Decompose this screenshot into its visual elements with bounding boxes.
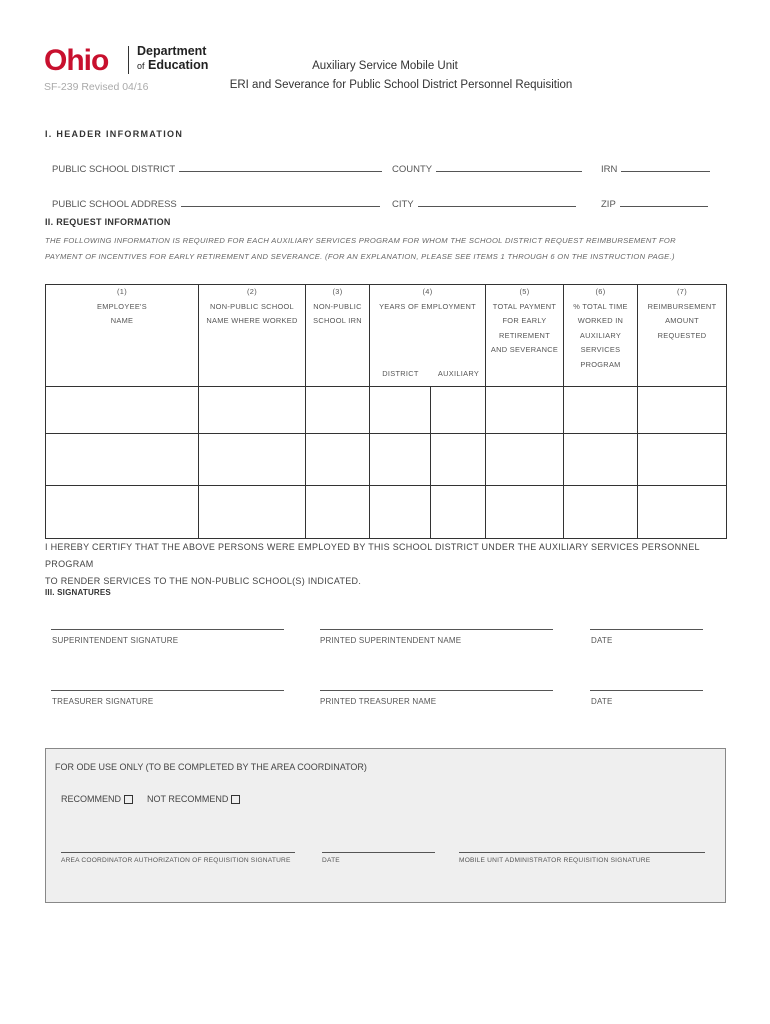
printed-superintendent-name-line[interactable] <box>320 628 553 630</box>
form-title-line2: ERI and Severance for Public School District Personnel Requisition <box>229 79 573 91</box>
not-recommend-option[interactable]: NOT RECOMMEND <box>147 794 240 804</box>
date2-label: DATE <box>591 697 613 706</box>
section1-heading: I. HEADER INFORMATION <box>45 129 184 139</box>
ode-date-line[interactable] <box>322 851 435 853</box>
cell-years-district[interactable] <box>370 387 431 434</box>
cell-years-auxiliary[interactable] <box>431 387 486 434</box>
admin-signature-label: MOBILE UNIT ADMINISTRATOR REQUISITION SIGNATURE <box>459 857 651 864</box>
cell-school-name[interactable] <box>199 486 306 539</box>
cell-total-payment[interactable] <box>486 486 564 539</box>
cell-employee-name[interactable] <box>46 486 199 539</box>
cell-employee-name[interactable] <box>46 434 199 486</box>
irn-field[interactable]: IRN <box>601 164 710 175</box>
cell-school-name[interactable] <box>199 387 306 434</box>
cell-percent-time[interactable] <box>564 434 638 486</box>
cell-total-payment[interactable] <box>486 434 564 486</box>
treasurer-signature-line[interactable] <box>51 689 284 691</box>
certification-text <box>45 539 745 590</box>
cell-percent-time[interactable] <box>564 486 638 539</box>
table-row[interactable] <box>46 387 727 434</box>
ode-use-only-box <box>45 748 726 903</box>
admin-signature-line[interactable] <box>459 851 705 853</box>
cell-years-district[interactable] <box>370 486 431 539</box>
treasurer-signature-label: TREASURER SIGNATURE <box>52 697 154 706</box>
cell-employee-name[interactable] <box>46 387 199 434</box>
col6-header: (6) % TOTAL TIME WORKED IN AUXILIARY SERVICES PROGRAM <box>564 285 638 387</box>
ode-heading: FOR ODE USE ONLY (TO BE COMPLETED BY THE AREA COORDINATOR) <box>55 762 367 772</box>
col1-header: (1) EMPLOYEE'S NAME <box>46 285 199 387</box>
county-field[interactable]: COUNTY <box>392 164 582 175</box>
table-header-row <box>46 285 727 387</box>
coordinator-signature-label: AREA COORDINATOR AUTHORIZATION OF REQUISITION SIGNATURE <box>61 857 291 864</box>
section2-note-line1: THE FOLLOWING INFORMATION IS REQUIRED FOR EACH AUXILIARY SERVICES PROGRAM FOR WHOM THE SCHOOL DISTRICT REQUEST REIMBURSEMENT FOR <box>45 236 676 245</box>
cell-school-irn[interactable] <box>306 387 370 434</box>
certification-line1: I HEREBY CERTIFY THAT THE ABOVE PERSONS WERE EMPLOYED BY THIS SCHOOL DISTRICT UNDER THE AUXILIARY SERVICES PERSONNEL PROGRAM <box>45 542 700 569</box>
address-field[interactable]: PUBLIC SCHOOL ADDRESS <box>52 199 380 210</box>
printed-treasurer-name-line[interactable] <box>320 689 553 691</box>
section3-heading: III. SIGNATURES <box>45 588 111 597</box>
ode-date-label: DATE <box>322 857 340 864</box>
cell-years-auxiliary[interactable] <box>431 434 486 486</box>
cell-years-auxiliary[interactable] <box>431 486 486 539</box>
zip-field[interactable]: ZIP <box>601 199 708 210</box>
superintendent-signature-line[interactable] <box>51 628 284 630</box>
recommend-option[interactable]: RECOMMEND <box>61 794 133 804</box>
date2-line[interactable] <box>590 689 703 691</box>
cell-reimbursement[interactable] <box>638 434 727 486</box>
cell-school-irn[interactable] <box>306 434 370 486</box>
col2-header: (2) NON-PUBLIC SCHOOL NAME WHERE WORKED <box>199 285 306 387</box>
cell-total-payment[interactable] <box>486 387 564 434</box>
printed-superintendent-name-label: PRINTED SUPERINTENDENT NAME <box>320 636 462 645</box>
cell-school-name[interactable] <box>199 434 306 486</box>
ohio-logo: Ohio <box>44 44 109 77</box>
table-row[interactable] <box>46 434 727 486</box>
logo-dept-line2: of Education <box>137 58 209 72</box>
cell-school-irn[interactable] <box>306 486 370 539</box>
col7-header: (7) REIMBURSEMENT AMOUNT REQUESTED <box>638 285 727 387</box>
section2-heading: II. REQUEST INFORMATION <box>45 217 171 227</box>
col4-header: (4) YEARS OF EMPLOYMENT DISTRICT AUXILIARY <box>370 285 486 387</box>
cell-reimbursement[interactable] <box>638 486 727 539</box>
coordinator-signature-line[interactable] <box>61 851 295 853</box>
superintendent-signature-label: SUPERINTENDENT SIGNATURE <box>52 636 179 645</box>
printed-treasurer-name-label: PRINTED TREASURER NAME <box>320 697 437 706</box>
not-recommend-checkbox[interactable] <box>231 795 240 804</box>
col5-header: (5) TOTAL PAYMENT FOR EARLY RETIREMENT AND SEVERANCE <box>486 285 564 387</box>
district-field[interactable]: PUBLIC SCHOOL DISTRICT <box>52 164 382 175</box>
form-number: SF-239 Revised 04/16 <box>44 81 149 93</box>
city-field[interactable]: CITY <box>392 199 576 210</box>
col4-sub-auxiliary: AUXILIARY <box>437 369 480 378</box>
cell-reimbursement[interactable] <box>638 387 727 434</box>
request-table <box>45 284 727 539</box>
logo-dept-line1: Department <box>137 44 207 58</box>
table-row[interactable] <box>46 486 727 539</box>
certification-line2: TO RENDER SERVICES TO THE NON-PUBLIC SCHOOL(S) INDICATED. <box>45 576 362 586</box>
col4-sub-district: DISTRICT <box>382 369 419 378</box>
recommend-checkbox[interactable] <box>124 795 133 804</box>
date1-line[interactable] <box>590 628 703 630</box>
col3-header: (3) NON-PUBLIC SCHOOL IRN <box>306 285 370 387</box>
form-title-line1: Auxiliary Service Mobile Unit <box>312 60 458 72</box>
cell-years-district[interactable] <box>370 434 431 486</box>
cell-percent-time[interactable] <box>564 387 638 434</box>
date1-label: DATE <box>591 636 613 645</box>
section2-note-line2: PAYMENT OF INCENTIVES FOR EARLY RETIREMENT AND SEVERANCE. (FOR AN EXPLANATION, PLEASE SEE ITEMS 1 THROUGH 6 ON THE INSTRUCTION PAGE.) <box>45 252 675 261</box>
